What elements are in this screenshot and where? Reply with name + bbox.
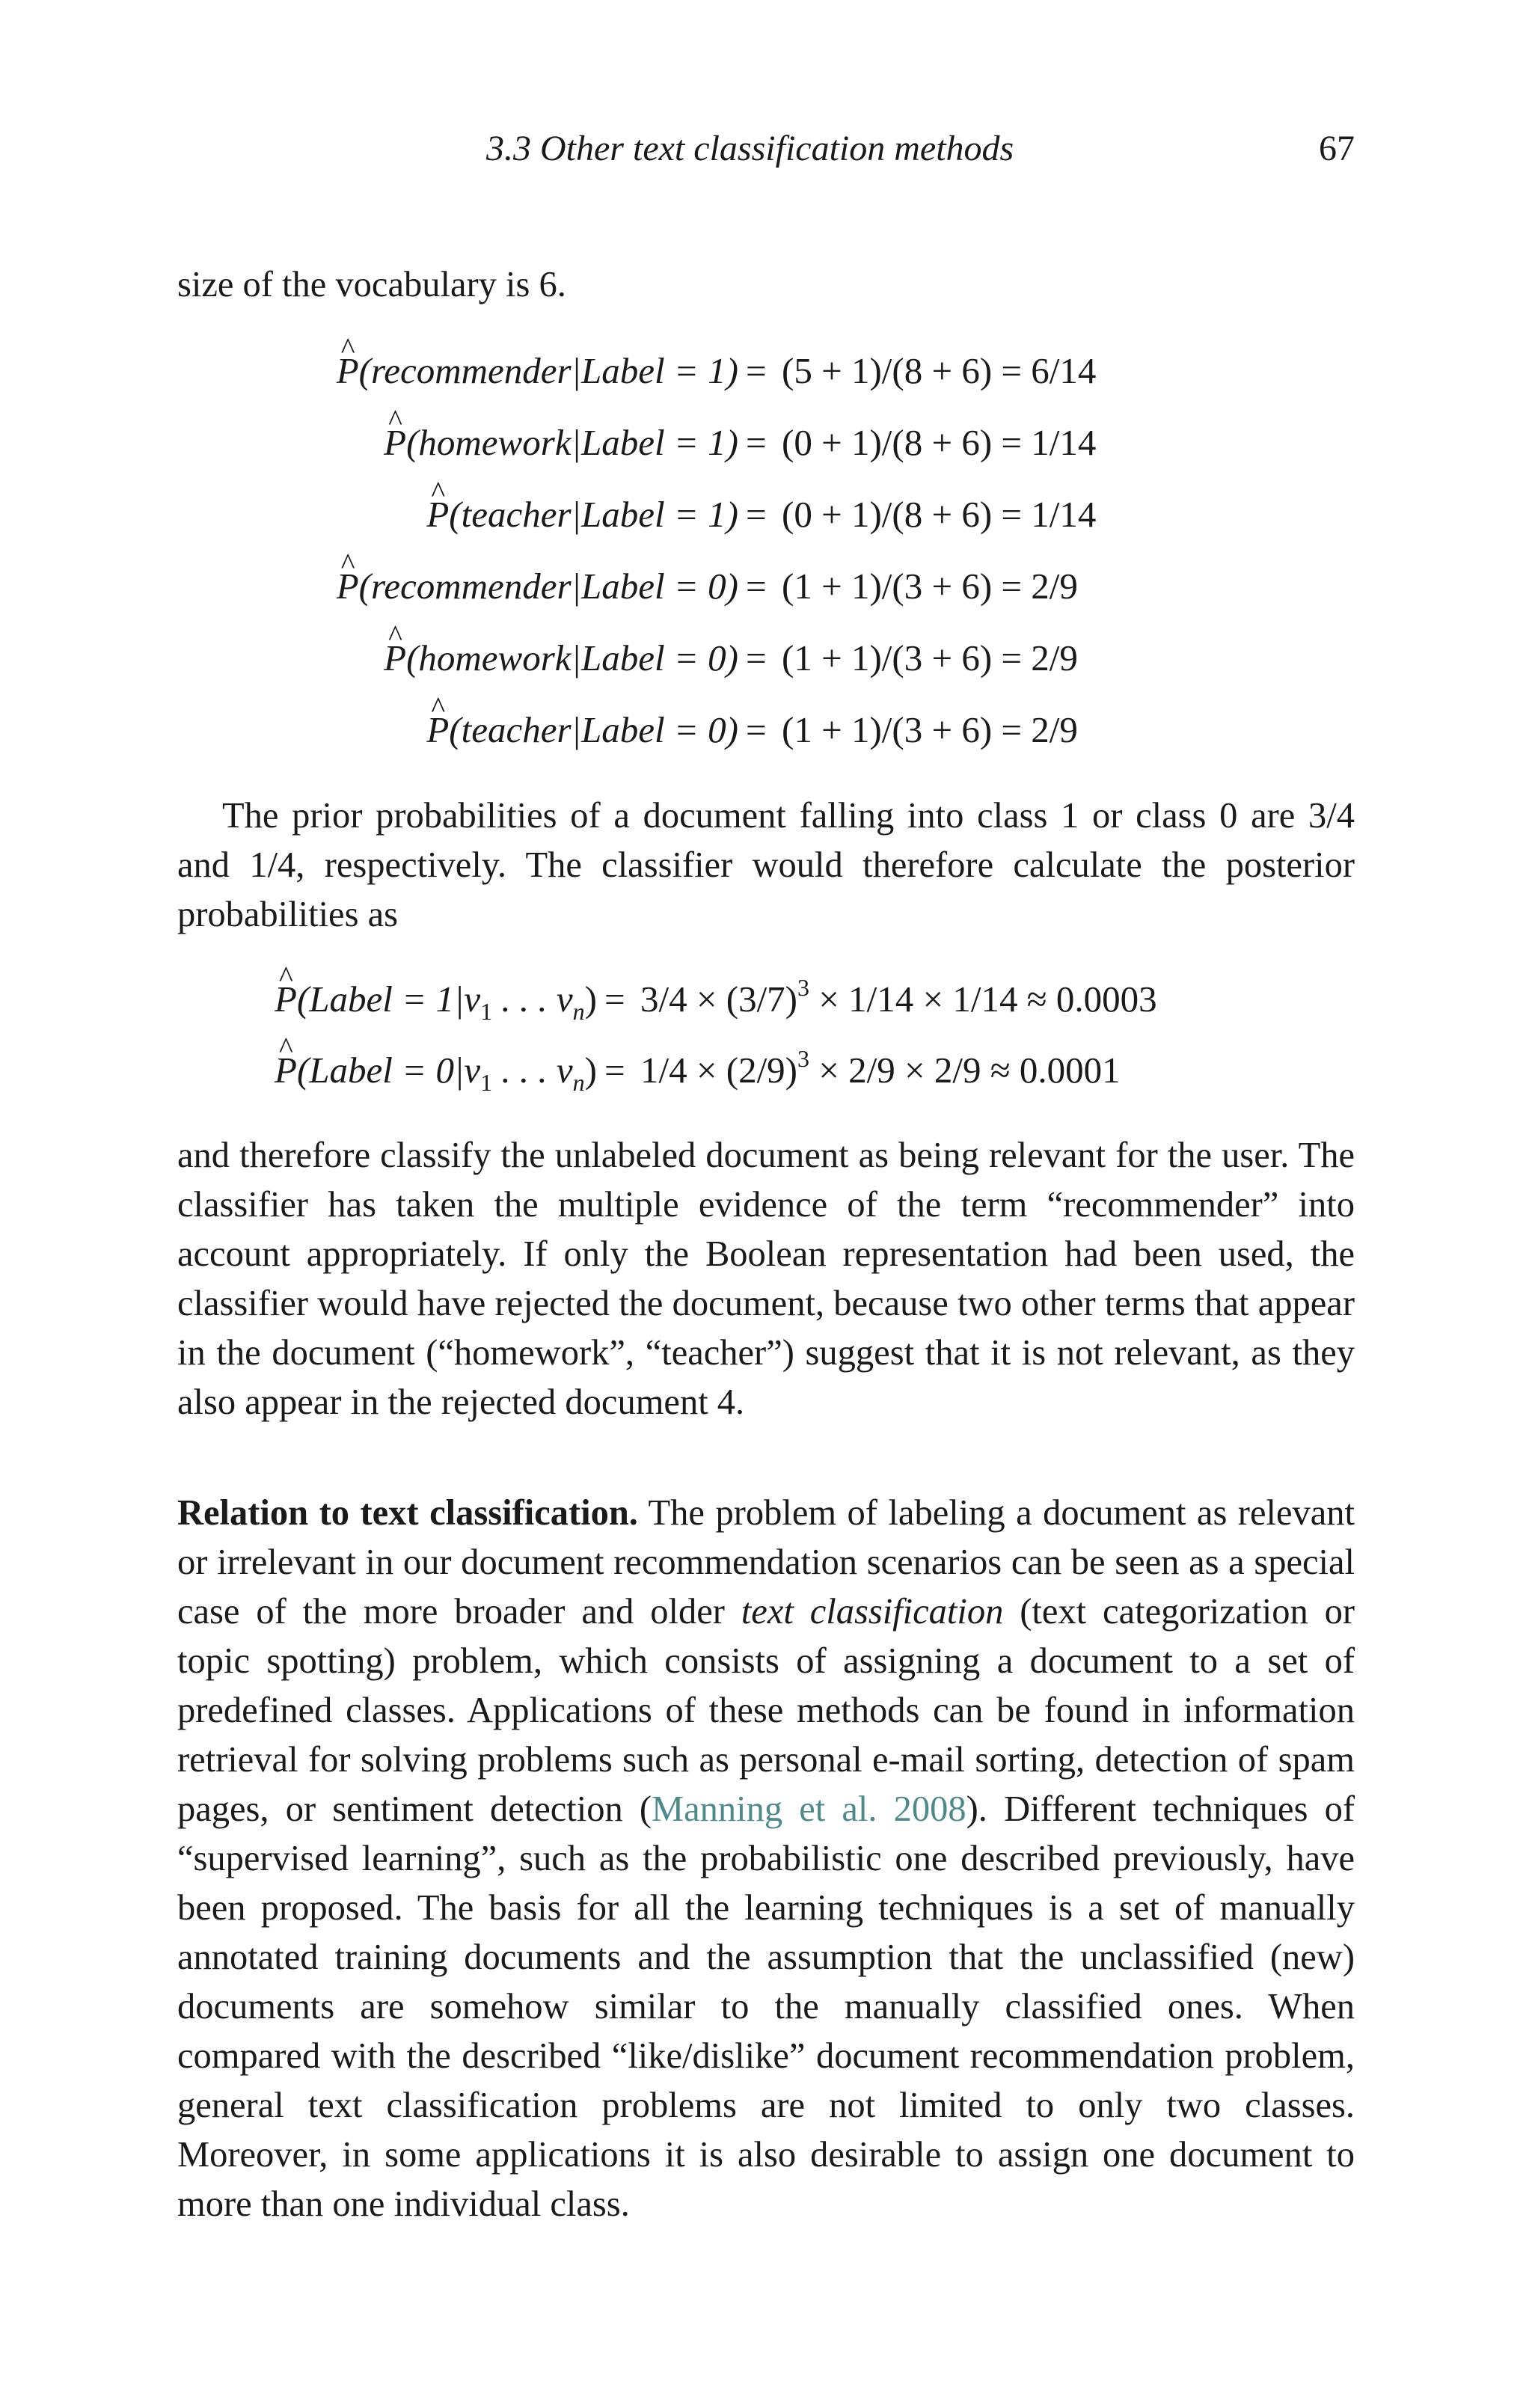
- intro-line-block: [177, 260, 1355, 310]
- prior-paragraph-block: [177, 791, 1355, 940]
- conclusion-paragraph: and therefore classify the unlabeled document as being relevant for the user. The classifier has taken the multiple evidence of the term “recommender” into account appropriately. If only the Boolean representation had been used, the classifier would have rejected the document, because two other terms that appear in the document (“homework”, “teacher”) suggest that it is not relevant, as they also appear in the rejected document 4.: [177, 1136, 1355, 1422]
- conclusion-paragraph-block: [177, 1131, 1355, 1427]
- page-number: 67: [1319, 129, 1355, 168]
- relation-section: [177, 1489, 1355, 2229]
- prior-paragraph: The prior probabilities of a document falling into class 1 or class 0 are 3/4 and 1/4, respectively. The classifier would therefore calculate the posterior probabilities as: [177, 796, 1355, 934]
- emphasis-term: text classification: [741, 1592, 1004, 1632]
- intro-line: size of the vocabulary is 6.: [177, 265, 566, 304]
- section-runin-heading: Relation to text classification.: [177, 1493, 638, 1533]
- relation-paragraph: Relation to text classification. The problem of labeling a document as relevant or irrelevant in our document recommendation scenarios can be seen as a special case of the more broader and older text classification (text categorization or topic spotting) problem, which consists of assigning a document to a set of predefined classes. Applications of these methods can be found in information retrieval for solving problems such as personal e-mail sorting, detection of spam pages, or sentiment detection (Manning et al. 2008). Different techniques of “supervised learning”, such as the probabilistic one described previously, have been proposed. The basis for all the learning techniques is a set of manually annotated training documents and the assumption that the unclassified (new) documents are somehow similar to the manually classified ones. When compared with the described “like/dislike” document recommendation problem, general text classification problems are not limited to only two classes. Moreover, in some applications it is also desirable to assign one document to more than one individual class.: [177, 1493, 1355, 2224]
- book-page: 3.3 Other text classification methods 67 size of the vocabulary is 6. ^ P(recommender|Label = 1) = (5 + 1)/(8 + 6) = 6/14 ^ P(homework|Label = 1) = (0 + 1)/(8 + 6) = 1/14 ^ P(teacher|Label = 1) = (0 + 1)/(8 + 6) = 1/14 ^ P(recommender|Label = 0) = (1 + 1)/(3 + 6) = 2/9 ^ P(homework|Label = 0) = (1 + 1)/(3 + 6) = 2/9 ^ P(teacher|Label = 0) = (1 + 1)/(3 + 6) = 2/9 The prior probabilities of a document falling into class 1 or class 0 are 3/4 and 1/4, respectively. The classifier would therefore calculate the posterior probabilities as ^ P(Label = $1|v_1$ . . . $v_n$) = $3/4 \times (3/7)^3 \times 1/14 \times 1/14 \approx 0.0003$ ^ P(Label = $0|v_1$ . . . $v_n$) = $1/4 \times (2/9)^3 \times 2/9 \times 2/9 \approx 0.0001$ and therefore classify the unlabeled document as being relevant for the user. The classifier has taken the multiple evidence of the term “recommender” into account appropriately. If only the Boolean representation had been used, the classifier would have rejected the document, because two other terms that appear in the document (“homework”, “teacher”) suggest that it is not relevant, as they also appear in the rejected document 4. Relation to text classification. The problem of labeling a document as relevant or irrelevant in our document recommendation scenarios can be seen as a special case of the more broader and older text classification (text categorization or topic spotting) problem, which consists of assigning a document to a set of predefined classes. Applications of these methods can be found in information retrieval for solving problems such as personal e-mail sorting, detection of spam pages, or sentiment detection (Manning et al. 2008). Different techniques of “supervised learning”, such as the probabilistic one described previously, have been proposed. The basis for all the learning techniques is a set of manually annotated training documents and the assumption that the unclassified (new) documents are somehow similar to the manually classified ones. When compared with the described “like/dislike” document recommendation problem, general text classification problems are not limited to only two classes. Moreover, in some applications it is also desirable to assign one document to more than one individual class.: [0, 0, 1532, 2408]
- running-title: 3.3 Other text classification methods: [486, 129, 1014, 168]
- citation-link[interactable]: Manning et al. 2008: [651, 1789, 966, 1829]
- running-head: [0, 123, 1532, 175]
